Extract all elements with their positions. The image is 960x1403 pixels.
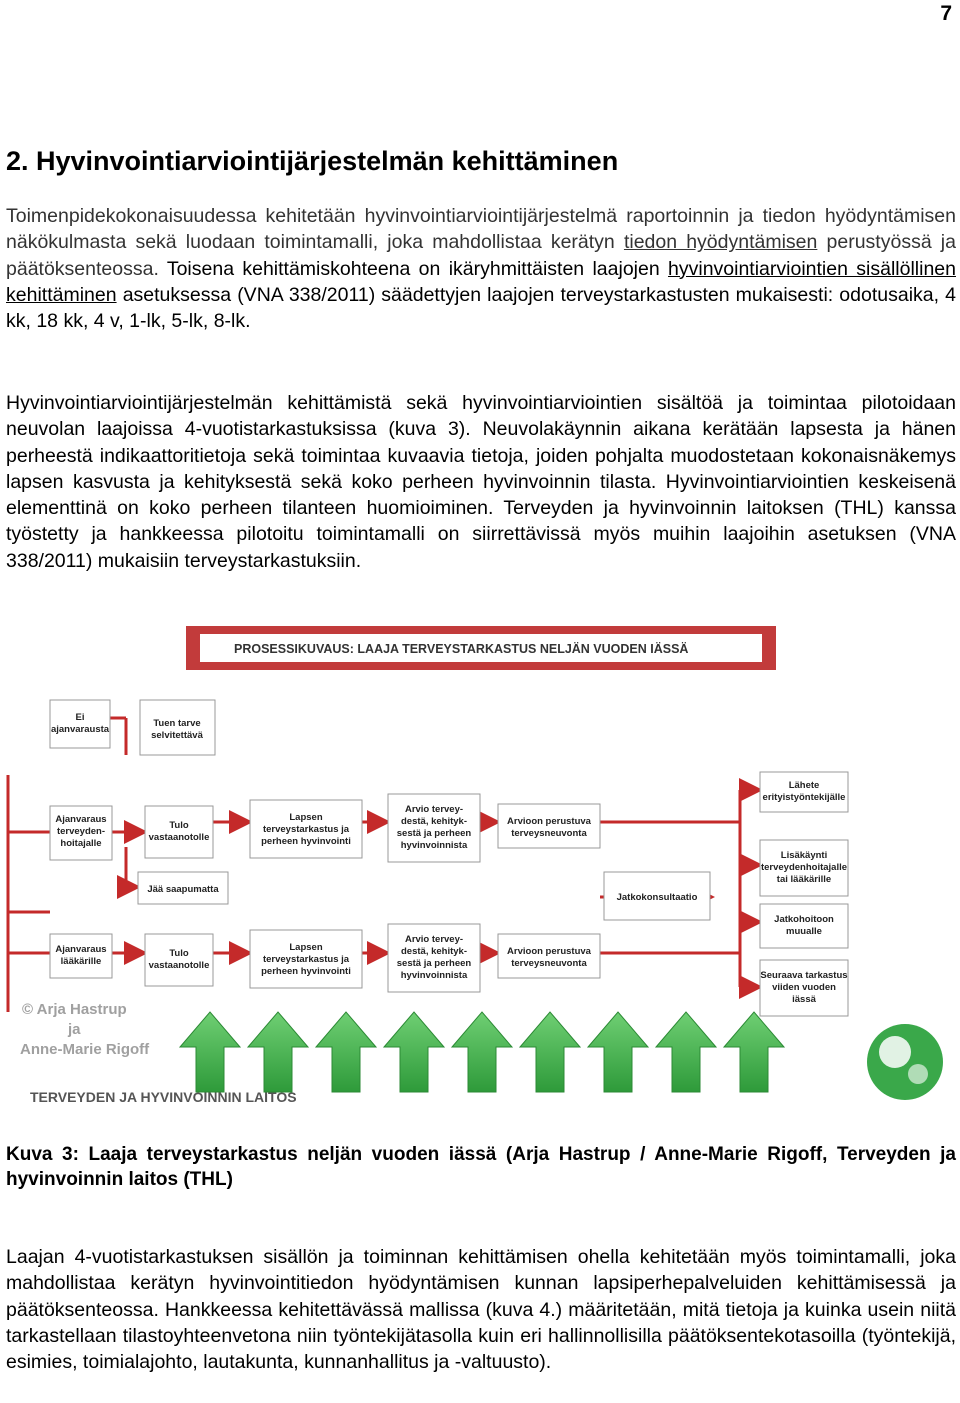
svg-text:Arvio tervey-destä, kehityk-se: Arvio tervey-destä, kehityk-sestä ja perheen hyvinvoinnista: [396, 804, 472, 851]
green-arrow-2: [248, 1012, 308, 1092]
diagram-title: PROSESSIKUVAUS: LAAJA TERVEYSTARKASTUS NELJÄN VUODEN IÄSSÄ: [234, 642, 689, 656]
svg-text:ja: ja: [68, 1021, 81, 1038]
paragraph-3: Laajan 4-vuotistarkastuksen sisällön ja toiminnan kehittämisen ohella kehitetään myös toimintamalli, joka mahdollistaa kerätyn hyvinvointitiedon hyödyntämisen kunnan lapsiperhepalveluiden kehittämisessä ja päätöksenteossa. Hankkeessa kehitettävässä mallissa (kuva 4.) määritetään, mitä tietoja ja kuinka usein niitä tarkastellaan tilastoyhteenvetona niin työntekijätasolla kuin eri hallinnollisilla päätöksentekotasoilla (työntekijä, esimies, toimialajohto, lautakunta, kunnanhallitus ja -valtuusto).: [6, 1246, 956, 1374]
green-arrow-6: [520, 1012, 580, 1092]
green-arrows: [180, 1012, 784, 1092]
svg-text:Arvio tervey-destä, kehityk-se: Arvio tervey-destä, kehityk-sestä ja perheen hyvinvoinnista: [396, 934, 472, 981]
green-arrow-7: [588, 1012, 648, 1092]
institution-name: TERVEYDEN JA HYVINVOINNIN LAITOS: [30, 1089, 297, 1105]
para1-text-1: Toimenpidekokonaisuudessa kehitetään hyvinvointiarviointijärjestelmä raportoinnin ja tiedon hyödyntämisen näkökulmasta sekä luodaan toimintamalli, joka mahdollistaa kerätyn: [6, 205, 956, 254]
para1-text-2: perustyössä ja päätöksenteossa.: [6, 231, 956, 280]
svg-text:Anne-Marie Rigoff: Anne-Marie Rigoff: [20, 1041, 150, 1058]
green-arrow-4: [384, 1012, 444, 1092]
svg-text:Ajanvarauslääkärille: Ajanvaraus lääkärille: [55, 944, 107, 967]
green-arrow-8: [656, 1012, 716, 1092]
para1-link-tiedon[interactable]: tiedon hyödyntämisen: [623, 231, 818, 254]
svg-text:Eiajanvarausta: Ei ajanvarausta: [50, 712, 110, 735]
process-diagram: [0, 622, 960, 1110]
figure-caption: Kuva 3: Laaja terveystarkastus neljän vuoden iässä (Arja Hastrup / Anne-Marie Rigoff, Terveyden ja hyvinvoinnin laitos (THL): [6, 1144, 956, 1190]
section-heading: 2. Hyvinvointiarviointijärjestelmän kehittäminen: [6, 146, 619, 176]
svg-text:Ajanvarausterveyden-hoitajalle: Ajanvaraus terveyden-hoitajalle: [55, 814, 107, 849]
paragraph-1: [6, 203, 956, 334]
svg-text:Jatkokonsultaatio: Jatkokonsultaatio: [616, 892, 698, 903]
green-arrow-1: [180, 1012, 240, 1092]
svg-text:Arvioon perustuvaterveysneuvon: Arvioon perustuva terveysneuvonta: [507, 946, 591, 969]
svg-text:Lapsenterveystarkastus japerhe: Lapsen terveystarkastus ja perheen hyvinvointi: [261, 812, 351, 847]
svg-text:Jatkohoitoonmuualle: Jatkohoitoon muualle: [774, 914, 834, 937]
svg-text:Läheteerityistyöntekijälle: Lähete erityistyöntekijälle: [762, 780, 846, 803]
svg-text:Seuraava tarkastusviiden vuode: Seuraava tarkastus viiden vuoden iässä: [760, 970, 848, 1005]
svg-text:Tulovastaanotolle: Tulo vastaanotolle: [148, 948, 210, 971]
copyright-text: [20, 1001, 150, 1058]
svg-text:Jää saapumatta: Jää saapumatta: [147, 884, 219, 895]
svg-text:Tulovastaanotolle: Tulo vastaanotolle: [148, 820, 210, 843]
svg-text:Arvioon perustuvaterveysneuvon: Arvioon perustuva terveysneuvonta: [507, 816, 591, 839]
connector-lines: [8, 718, 760, 1012]
page-number: 7: [940, 2, 952, 25]
thl-logo-icon: [867, 1024, 943, 1100]
paragraph-2: Hyvinvointiarviointijärjestelmän kehittämistä sekä hyvinvointiarviointien sisältöä ja toimintaa pilotoidaan neuvolan laajoissa 4-vuotistarkastuksissa (kuva 3). Neuvolakäynnin aikana kerätään lapsesta ja hänen perheestä indikaattoritietoja sekä toimintaa kuvaavia tietoja, joiden pohjalta muodostetaan kokonaisnäkemys lapsen kasvusta ja kehityksestä sekä koko perheen hyvinvoinnin tilasta. Hyvinvointiarviointien keskeisenä elementtinä on koko perheen tilanteen huomioiminen. Terveyden ja hyvinvoinnin laitoksen (THL) kanssa työstetty ja hankkeessa pilotoitu toimintamalli on siirrettävissä myös muihin laajoihin asetuksen (VNA 338/2011) mukaisiin terveystarkastuksiin.: [6, 392, 956, 572]
para1-text-3: Toisena kehittämiskohteena on ikäryhmittäisten laajojen: [158, 257, 669, 280]
green-arrow-3: [316, 1012, 376, 1092]
green-arrow-5: [452, 1012, 512, 1092]
svg-text:Lapsenterveystarkastus japerhe: Lapsen terveystarkastus ja perheen hyvinvointi: [261, 942, 351, 977]
green-arrow-9: [724, 1012, 784, 1092]
svg-text:© Arja Hastrup: © Arja Hastrup: [22, 1001, 127, 1018]
svg-text:Lisäkäyntiterveydenhoitajallet: Lisäkäynti terveydenhoitajalle tai lääkärille: [760, 850, 848, 885]
para1-text-4: asetuksessa (VNA 338/2011) säädettyjen laajojen terveystarkastusten mukaisesti: odotusaika, 4 kk, 18 kk, 4 v, 1-lk, 5-lk, 8-lk.: [6, 283, 956, 333]
svg-text:Tuen tarveselvitettävä: Tuen tarve selvitettävä: [151, 718, 203, 741]
para1-link-hyvinvointiarviointien[interactable]: hyvinvointiarviointien sisällöllinen kehittäminen: [6, 257, 956, 306]
